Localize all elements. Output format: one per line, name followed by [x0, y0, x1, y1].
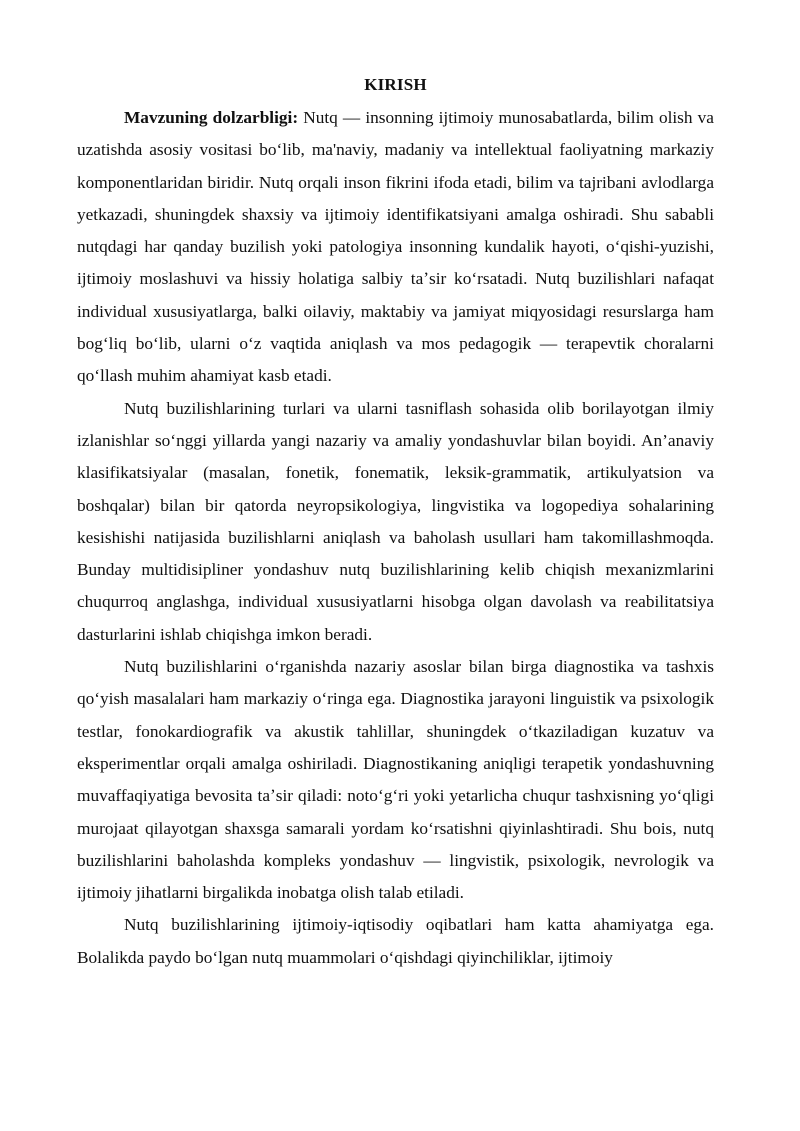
paragraph-relevance [77, 102, 714, 393]
paragraph-text: Nutq buzilishlarini oʻrganishda nazariy asoslar bilan birga diagnostika va tashxis qoʻyish masalalari ham markaziy oʻringa ega. Diagnostika jarayoni linguistik va psixologik testlar, fonokardiografik va akustik tahlillar, shuningdek oʻtkaziladigan kuzatuv va eksperimentlar orqali amalga oshiriladi. Diagnostikaning aniqligi terapetik yondashuvning muvaffaqiyatiga bevosita taʼsir qiladi: notoʻgʻri yoki yetarlicha chuqur tashxisning yoʻqligi murojaat qilayotgan shaxsga samarali yordam koʻrsatishni qiyinlashtiradi. Shu bois, nutq buzilishlarini baholashda kompleks yondashuv — lingvistik, psixologik, nevrologik va ijtimoiy jihatlarni birgalikda inobatga olish talab etiladi. [77, 657, 714, 903]
paragraph-text: Nutq — insonning ijtimoiy munosabatlarda, bilim olish va uzatishda asosiy vositasi boʻlib, ma'naviy, madaniy va intellektual faoliyatning markaziy komponentlaridan biridir. Nutq orqali inson fikrini ifoda etadi, bilim va tajribani avlodlarga yetkazadi, shuningdek shaxsiy va ijtimoiy identifikatsiyani amalga oshiradi. Shu sababli nutqdagi har qanday buzilish yoki patologiya insonning kundalik hayoti, oʻqishi-yuzishi, ijtimoiy moslashuvi va hissiy holatiga salbiy taʼsir koʻrsatadi. Nutq buzilishlari nafaqat individual xususiyatlarga, balki oilaviy, maktabiy va jamiyat miqyosidagi resurslarga ham bogʻliq boʻlib, ularni oʻz vaqtida aniqlash va mos pedagogik — terapevtik choralarni qoʻllash muhim ahamiyat kasb etadi. [77, 108, 714, 386]
paragraph-text: Nutq buzilishlarining turlari va ularni tasniflash sohasida olib borilayotgan ilmiy izlanishlar soʻnggi yillarda yangi nazariy va amaliy yondashuvlar bilan boyidi. An’anaviy klasifikatsiyalar (masalan, fonetik, fonematik, leksik-grammatik, artikulyatsion va boshqalar) bilan bir qatorda neyropsikologiya, lingvistika va logopediya sohalarining kesishishi natijasida buzilishlarni aniqlash va baholash usullari ham takomillashmoqda. Bunday multidisipliner yondashuv nutq buzilishlarining kelib chiqish mexanizmlarini chuqurroq anglashga, individual xususiyatlarni hisobga olgan davolash va reabilitatsiya dasturlarini ishlab chiqishga imkon beradi. [77, 398, 714, 644]
paragraph-classification [77, 393, 714, 651]
paragraph-text: Nutq buzilishlarining ijtimoiy-iqtisodiy oqibatlari ham katta ahamiyatga ega. Bolalikda paydo boʻlgan nutq muammolari oʻqishdagi qiyinchiliklar, ijtimoiy [77, 915, 714, 967]
paragraph-diagnostics [77, 651, 714, 909]
section-title: KIRISH [364, 75, 427, 94]
paragraph-consequences [77, 909, 714, 974]
paragraph-lead: Mavzuning dolzarbligi: [124, 108, 299, 127]
